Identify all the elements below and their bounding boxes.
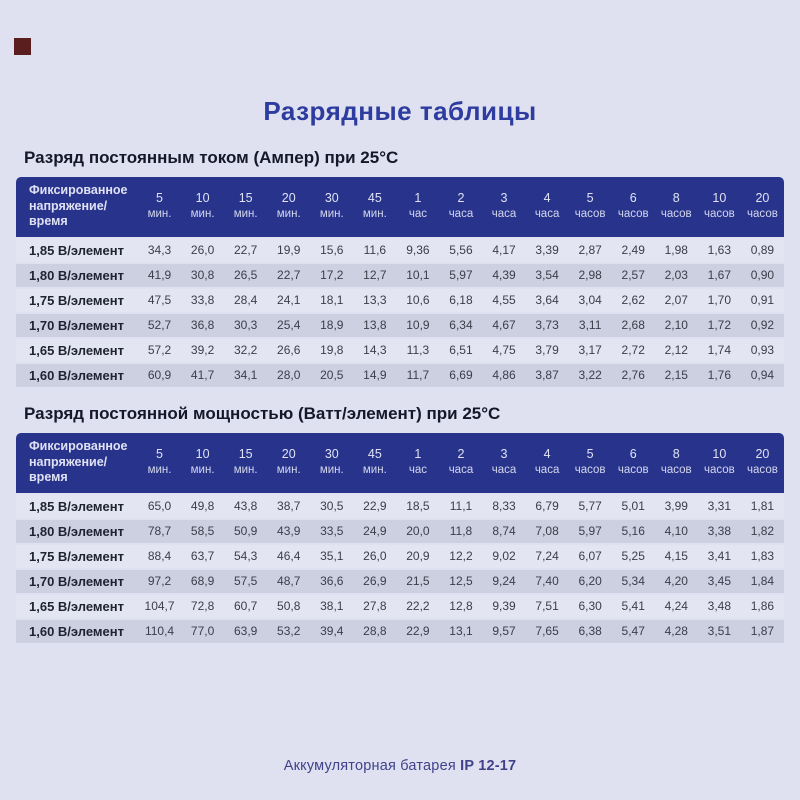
value-cell: 11,1 — [439, 493, 482, 518]
value-cell: 32,2 — [224, 337, 267, 362]
column-header: 20 часов — [741, 177, 784, 237]
column-header: 6 часов — [612, 433, 655, 493]
value-cell: 3,54 — [526, 262, 569, 287]
column-header: 4 часа — [526, 433, 569, 493]
value-cell: 3,39 — [526, 237, 569, 262]
value-cell: 22,7 — [267, 262, 310, 287]
value-cell: 26,0 — [353, 543, 396, 568]
value-cell: 2,72 — [612, 337, 655, 362]
value-cell: 39,4 — [310, 618, 353, 643]
value-cell: 5,01 — [612, 493, 655, 518]
value-cell: 4,75 — [483, 337, 526, 362]
value-cell: 34,1 — [224, 362, 267, 387]
value-cell: 97,2 — [138, 568, 181, 593]
column-header: 5 мин. — [138, 177, 181, 237]
value-cell: 26,0 — [181, 237, 224, 262]
value-cell: 1,72 — [698, 312, 741, 337]
value-cell: 53,2 — [267, 618, 310, 643]
table-row — [16, 262, 784, 287]
value-cell: 5,25 — [612, 543, 655, 568]
value-cell: 6,34 — [439, 312, 482, 337]
value-cell: 38,1 — [310, 593, 353, 618]
table-row — [16, 312, 784, 337]
value-cell: 3,99 — [655, 493, 698, 518]
value-cell: 12,7 — [353, 262, 396, 287]
value-cell: 28,8 — [353, 618, 396, 643]
value-cell: 9,36 — [396, 237, 439, 262]
value-cell: 0,93 — [741, 337, 784, 362]
value-cell: 15,6 — [310, 237, 353, 262]
value-cell: 30,8 — [181, 262, 224, 287]
column-header: 20 часов — [741, 433, 784, 493]
header-label: Фиксированное напряжение/время — [16, 433, 138, 493]
value-cell: 3,73 — [526, 312, 569, 337]
value-cell: 2,10 — [655, 312, 698, 337]
value-cell: 39,2 — [181, 337, 224, 362]
value-cell: 25,4 — [267, 312, 310, 337]
value-cell: 28,4 — [224, 287, 267, 312]
value-cell: 17,2 — [310, 262, 353, 287]
value-cell: 9,02 — [483, 543, 526, 568]
table-row — [16, 337, 784, 362]
value-cell: 28,0 — [267, 362, 310, 387]
value-cell: 3,64 — [526, 287, 569, 312]
value-cell: 68,9 — [181, 568, 224, 593]
column-header: 3 часа — [483, 177, 526, 237]
column-header: 45 мин. — [353, 433, 396, 493]
value-cell: 46,4 — [267, 543, 310, 568]
header-label: Фиксированное напряжение/время — [16, 177, 138, 237]
value-cell: 1,67 — [698, 262, 741, 287]
column-header: 5 мин. — [138, 433, 181, 493]
column-header: 10 мин. — [181, 177, 224, 237]
value-cell: 0,91 — [741, 287, 784, 312]
value-cell: 6,69 — [439, 362, 482, 387]
value-cell: 3,17 — [569, 337, 612, 362]
value-cell: 104,7 — [138, 593, 181, 618]
column-header: 20 мин. — [267, 177, 310, 237]
row-label: 1,85 В/элемент — [16, 237, 138, 262]
value-cell: 3,45 — [698, 568, 741, 593]
table-row — [16, 568, 784, 593]
value-cell: 26,9 — [353, 568, 396, 593]
column-header: 10 часов — [698, 433, 741, 493]
value-cell: 24,9 — [353, 518, 396, 543]
value-cell: 12,5 — [439, 568, 482, 593]
value-cell: 60,7 — [224, 593, 267, 618]
value-cell: 77,0 — [181, 618, 224, 643]
value-cell: 4,10 — [655, 518, 698, 543]
column-header: 4 часа — [526, 177, 569, 237]
value-cell: 11,7 — [396, 362, 439, 387]
row-label: 1,60 В/элемент — [16, 362, 138, 387]
value-cell: 41,7 — [181, 362, 224, 387]
column-header: 8 часов — [655, 177, 698, 237]
row-label: 1,85 В/элемент — [16, 493, 138, 518]
value-cell: 7,65 — [526, 618, 569, 643]
value-cell: 9,24 — [483, 568, 526, 593]
value-cell: 8,74 — [483, 518, 526, 543]
page-title: Разрядные таблицы — [263, 96, 537, 126]
value-cell: 4,39 — [483, 262, 526, 287]
value-cell: 1,70 — [698, 287, 741, 312]
value-cell: 3,31 — [698, 493, 741, 518]
column-header: 6 часов — [612, 177, 655, 237]
value-cell: 2,87 — [569, 237, 612, 262]
value-cell: 30,5 — [310, 493, 353, 518]
value-cell: 4,86 — [483, 362, 526, 387]
value-cell: 1,74 — [698, 337, 741, 362]
value-cell: 4,24 — [655, 593, 698, 618]
value-cell: 22,2 — [396, 593, 439, 618]
value-cell: 18,5 — [396, 493, 439, 518]
value-cell: 4,67 — [483, 312, 526, 337]
value-cell: 63,9 — [224, 618, 267, 643]
value-cell: 7,40 — [526, 568, 569, 593]
value-cell: 6,30 — [569, 593, 612, 618]
value-cell: 3,11 — [569, 312, 612, 337]
value-cell: 7,08 — [526, 518, 569, 543]
value-cell: 12,2 — [439, 543, 482, 568]
value-cell: 13,3 — [353, 287, 396, 312]
row-label: 1,80 В/элемент — [16, 518, 138, 543]
value-cell: 50,8 — [267, 593, 310, 618]
header-row — [16, 177, 784, 237]
value-cell: 10,1 — [396, 262, 439, 287]
value-cell: 2,03 — [655, 262, 698, 287]
table-body — [16, 237, 784, 387]
value-cell: 24,1 — [267, 287, 310, 312]
column-header: 1 час — [396, 433, 439, 493]
value-cell: 5,77 — [569, 493, 612, 518]
column-header: 10 мин. — [181, 433, 224, 493]
column-header: 1 час — [396, 177, 439, 237]
value-cell: 6,51 — [439, 337, 482, 362]
column-header: 10 часов — [698, 177, 741, 237]
value-cell: 4,20 — [655, 568, 698, 593]
value-cell: 6,79 — [526, 493, 569, 518]
value-cell: 11,3 — [396, 337, 439, 362]
table-body — [16, 493, 784, 643]
value-cell: 36,6 — [310, 568, 353, 593]
value-cell: 3,87 — [526, 362, 569, 387]
value-cell: 1,82 — [741, 518, 784, 543]
value-cell: 3,38 — [698, 518, 741, 543]
value-cell: 110,4 — [138, 618, 181, 643]
value-cell: 2,15 — [655, 362, 698, 387]
value-cell: 6,07 — [569, 543, 612, 568]
value-cell: 13,8 — [353, 312, 396, 337]
value-cell: 78,7 — [138, 518, 181, 543]
value-cell: 6,20 — [569, 568, 612, 593]
value-cell: 2,49 — [612, 237, 655, 262]
value-cell: 7,24 — [526, 543, 569, 568]
row-label: 1,65 В/элемент — [16, 593, 138, 618]
column-header: 30 мин. — [310, 433, 353, 493]
column-header: 5 часов — [569, 177, 612, 237]
column-header: 15 мин. — [224, 177, 267, 237]
value-cell: 11,6 — [353, 237, 396, 262]
corner-mark — [14, 38, 31, 55]
value-cell: 1,83 — [741, 543, 784, 568]
header-row — [16, 433, 784, 493]
value-cell: 38,7 — [267, 493, 310, 518]
section-heading-power: Разряд постоянной мощностью (Ватт/элемент) при 25°C — [24, 403, 501, 423]
value-cell: 2,57 — [612, 262, 655, 287]
value-cell: 26,6 — [267, 337, 310, 362]
value-cell: 19,8 — [310, 337, 353, 362]
discharge-power-table — [16, 433, 784, 643]
row-label: 1,60 В/элемент — [16, 618, 138, 643]
value-cell: 63,7 — [181, 543, 224, 568]
value-cell: 2,07 — [655, 287, 698, 312]
value-cell: 26,5 — [224, 262, 267, 287]
value-cell: 3,22 — [569, 362, 612, 387]
column-header: 30 мин. — [310, 177, 353, 237]
row-label: 1,70 В/элемент — [16, 312, 138, 337]
discharge-current-table — [16, 177, 784, 387]
value-cell: 60,9 — [138, 362, 181, 387]
value-cell: 22,9 — [353, 493, 396, 518]
value-cell: 30,3 — [224, 312, 267, 337]
value-cell: 1,87 — [741, 618, 784, 643]
value-cell: 54,3 — [224, 543, 267, 568]
value-cell: 7,51 — [526, 593, 569, 618]
value-cell: 57,2 — [138, 337, 181, 362]
row-label: 1,80 В/элемент — [16, 262, 138, 287]
value-cell: 2,98 — [569, 262, 612, 287]
value-cell: 10,9 — [396, 312, 439, 337]
value-cell: 1,63 — [698, 237, 741, 262]
value-cell: 12,8 — [439, 593, 482, 618]
table-row — [16, 518, 784, 543]
footer — [0, 758, 800, 774]
value-cell: 3,79 — [526, 337, 569, 362]
value-cell: 14,9 — [353, 362, 396, 387]
value-cell: 43,8 — [224, 493, 267, 518]
table-row — [16, 543, 784, 568]
value-cell: 20,9 — [396, 543, 439, 568]
value-cell: 5,56 — [439, 237, 482, 262]
value-cell: 0,92 — [741, 312, 784, 337]
value-cell: 8,33 — [483, 493, 526, 518]
column-header: 5 часов — [569, 433, 612, 493]
column-header: 3 часа — [483, 433, 526, 493]
value-cell: 22,7 — [224, 237, 267, 262]
value-cell: 3,41 — [698, 543, 741, 568]
value-cell: 65,0 — [138, 493, 181, 518]
value-cell: 19,9 — [267, 237, 310, 262]
value-cell: 41,9 — [138, 262, 181, 287]
value-cell: 72,8 — [181, 593, 224, 618]
value-cell: 4,17 — [483, 237, 526, 262]
value-cell: 33,5 — [310, 518, 353, 543]
value-cell: 57,5 — [224, 568, 267, 593]
value-cell: 2,62 — [612, 287, 655, 312]
value-cell: 20,5 — [310, 362, 353, 387]
value-cell: 18,1 — [310, 287, 353, 312]
value-cell: 1,81 — [741, 493, 784, 518]
value-cell: 20,0 — [396, 518, 439, 543]
table-row — [16, 237, 784, 262]
value-cell: 33,8 — [181, 287, 224, 312]
value-cell: 2,76 — [612, 362, 655, 387]
value-cell: 1,76 — [698, 362, 741, 387]
value-cell: 2,68 — [612, 312, 655, 337]
value-cell: 4,15 — [655, 543, 698, 568]
value-cell: 18,9 — [310, 312, 353, 337]
value-cell: 5,34 — [612, 568, 655, 593]
value-cell: 6,18 — [439, 287, 482, 312]
value-cell: 10,6 — [396, 287, 439, 312]
value-cell: 48,7 — [267, 568, 310, 593]
column-header: 20 мин. — [267, 433, 310, 493]
table-row — [16, 287, 784, 312]
column-header: 8 часов — [655, 433, 698, 493]
value-cell: 9,57 — [483, 618, 526, 643]
value-cell: 1,84 — [741, 568, 784, 593]
value-cell: 47,5 — [138, 287, 181, 312]
column-header: 45 мин. — [353, 177, 396, 237]
value-cell: 22,9 — [396, 618, 439, 643]
value-cell: 3,48 — [698, 593, 741, 618]
value-cell: 2,12 — [655, 337, 698, 362]
value-cell: 11,8 — [439, 518, 482, 543]
value-cell: 3,51 — [698, 618, 741, 643]
value-cell: 35,1 — [310, 543, 353, 568]
column-header: 15 мин. — [224, 433, 267, 493]
value-cell: 0,89 — [741, 237, 784, 262]
row-label: 1,75 В/элемент — [16, 543, 138, 568]
value-cell: 3,04 — [569, 287, 612, 312]
value-cell: 5,97 — [439, 262, 482, 287]
value-cell: 34,3 — [138, 237, 181, 262]
value-cell: 88,4 — [138, 543, 181, 568]
value-cell: 14,3 — [353, 337, 396, 362]
value-cell: 1,98 — [655, 237, 698, 262]
value-cell: 5,97 — [569, 518, 612, 543]
value-cell: 36,8 — [181, 312, 224, 337]
value-cell: 0,90 — [741, 262, 784, 287]
value-cell: 58,5 — [181, 518, 224, 543]
value-cell: 5,47 — [612, 618, 655, 643]
value-cell: 52,7 — [138, 312, 181, 337]
value-cell: 13,1 — [439, 618, 482, 643]
value-cell: 50,9 — [224, 518, 267, 543]
value-cell: 5,41 — [612, 593, 655, 618]
table-row — [16, 362, 784, 387]
value-cell: 6,38 — [569, 618, 612, 643]
section-heading-current: Разряд постоянным током (Ампер) при 25°C — [24, 148, 399, 167]
row-label: 1,75 В/элемент — [16, 287, 138, 312]
value-cell: 5,16 — [612, 518, 655, 543]
value-cell: 9,39 — [483, 593, 526, 618]
value-cell: 0,94 — [741, 362, 784, 387]
row-label: 1,70 В/элемент — [16, 568, 138, 593]
column-header: 2 часа — [439, 177, 482, 237]
column-header: 2 часа — [439, 433, 482, 493]
value-cell: 43,9 — [267, 518, 310, 543]
value-cell: 27,8 — [353, 593, 396, 618]
value-cell: 21,5 — [396, 568, 439, 593]
value-cell: 1,86 — [741, 593, 784, 618]
value-cell: 4,28 — [655, 618, 698, 643]
table-row — [16, 493, 784, 518]
table-header — [16, 433, 784, 493]
table-row — [16, 593, 784, 618]
value-cell: 4,55 — [483, 287, 526, 312]
table-row — [16, 618, 784, 643]
table-header — [16, 177, 784, 237]
row-label: 1,65 В/элемент — [16, 337, 138, 362]
footer-text: Аккумуляторная батарея — [283, 758, 461, 774]
value-cell: 49,8 — [181, 493, 224, 518]
footer-model: IP 12-17 — [460, 758, 517, 774]
